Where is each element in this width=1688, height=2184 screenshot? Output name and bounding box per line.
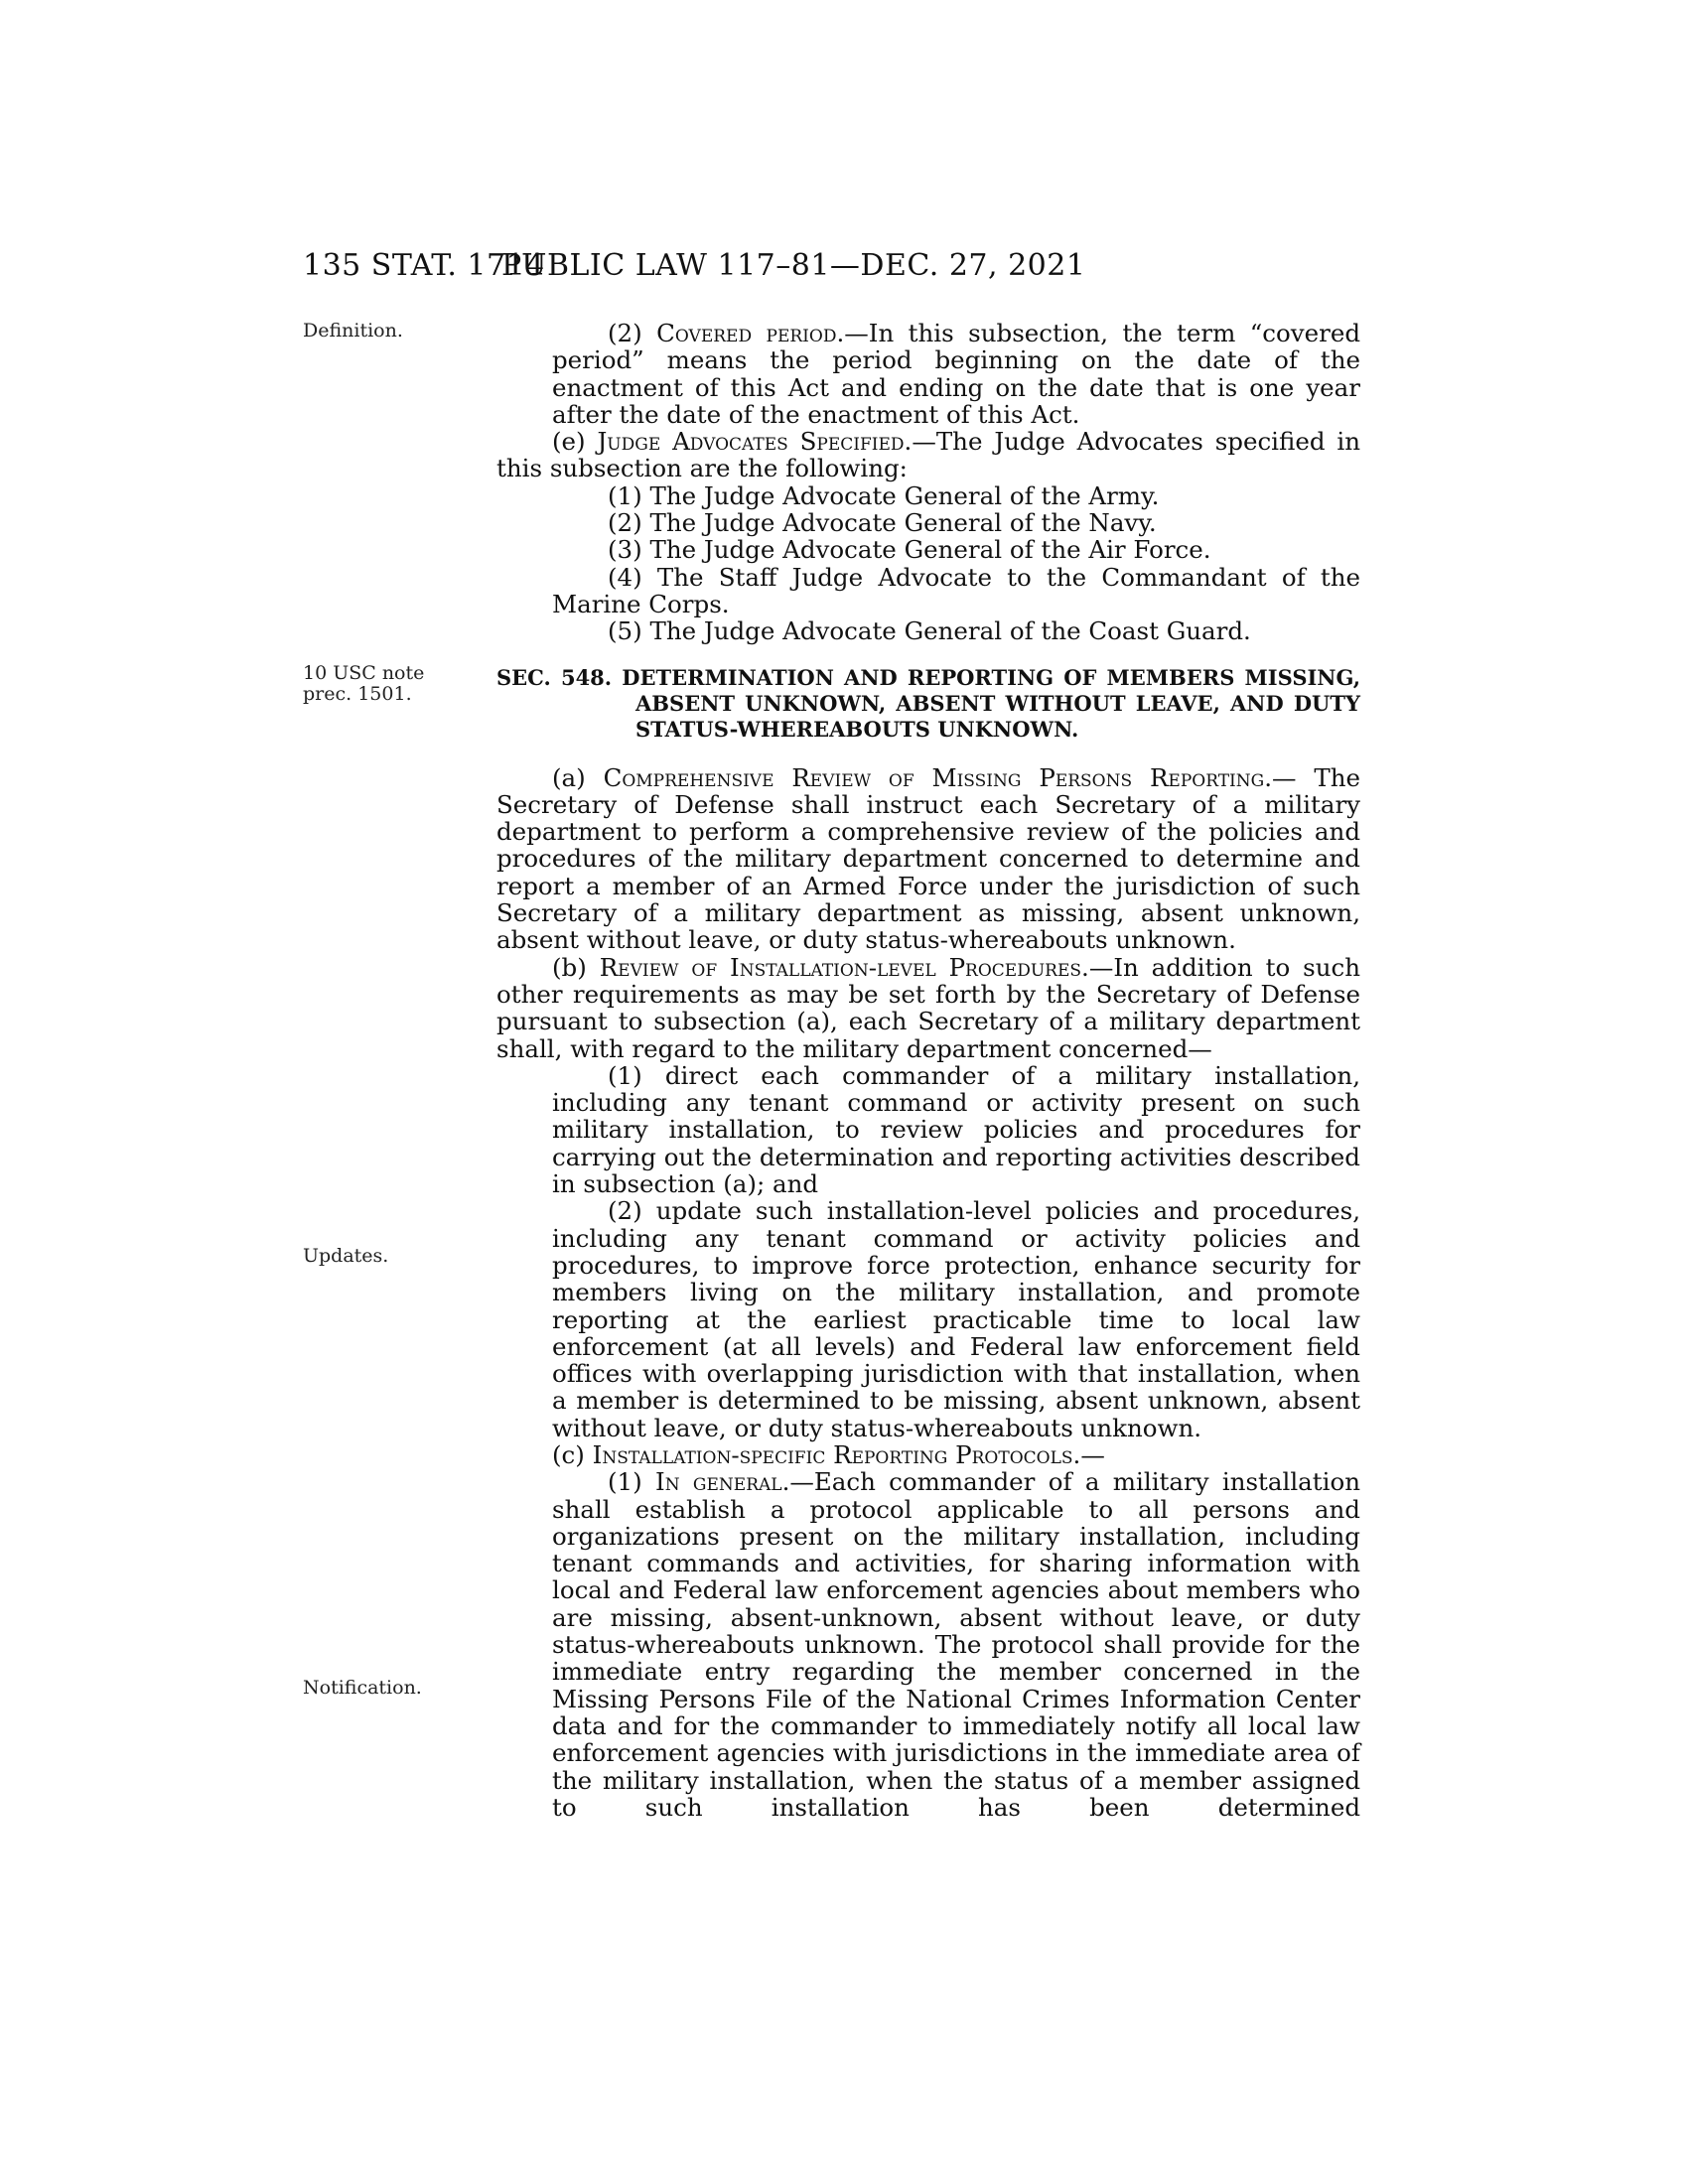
a-text: — The Secretary of Defense shall instruct each Secretary of a military department to perform a comprehensive review of the policies and procedures of the military department concerned to determine and report a member of an Armed Force under the jurisdiction of such Secretary of a military department as missing, absent unknown, absent without leave, or duty status-whereabouts unknown.	[496, 762, 1360, 955]
c-dash: —	[1080, 1439, 1105, 1469]
paragraph-c1	[552, 1468, 1360, 1821]
list-item-b2: (2) update such installation-level policies and procedures, including any tenant command or activity policies and procedures, to improve force protection, enhance security for members living on the military installation, and promote reporting at the earliest practicable time to local law enforcement (at all levels) and Federal law enforcement field offices with overlapping jurisdiction with that installation, when a member is determined to be missing, absent unknown, absent without leave, or duty status-whereabouts unknown.	[552, 1196, 1360, 1442]
e-number: (e)	[552, 427, 586, 457]
c1-heading: In general.	[655, 1467, 790, 1497]
public-law-header: PUBLIC LAW 117–81—DEC. 27, 2021	[501, 248, 1086, 283]
list-item-e3: (3) The Judge Advocate General of the Air Force.	[608, 535, 1211, 565]
section-heading: SEC. 548. DETERMINATION AND REPORTING OF MEMBERS MISSING, ABSENT UNKNOWN, ABSENT WITHOUT LEAVE, AND DUTY STATUS-WHEREABOUTS UNKNOWN.	[496, 664, 1360, 742]
list-item-e1: (1) The Judge Advocate General of the Army.	[608, 480, 1160, 510]
document-body	[496, 320, 1360, 1821]
c-number: (c)	[552, 1439, 585, 1469]
paragraph-b	[496, 954, 1360, 1062]
b-heading: Review of Installation-level Procedures.	[599, 952, 1089, 982]
c1-text: —Each commander of a military installation shall establish a protocol applicable to all persons and organizations present on the military installation, including tenant commands and activities, for sharing information with local and Federal law enforcement agencies about members who are missing, absent-unknown, absent without leave, or duty status-whereabouts unknown. The protocol shall provide for the immediate entry regarding the member concerned in the Missing Persons File of the National Crimes Information Center data and for the commander to immediately notify all local law enforcement agencies with jurisdictions in the immediate area of the military installation, when the status of a member assigned to such installation has been determined	[552, 1467, 1360, 1822]
list-item-b1: (1) direct each commander of a military installation, including any tenant command or activity present on such military installation, to review policies and procedures for carrying out the determination and reporting activities described in subsection (a); and	[552, 1060, 1360, 1199]
margin-note-definition: Definition.	[303, 320, 403, 341]
list-item-e5: (5) The Judge Advocate General of the Coast Guard.	[608, 616, 1251, 646]
page-header	[303, 248, 1365, 288]
paragraph-c	[496, 1441, 1360, 1468]
e-text: —The Judge Advocates specified in this subsection are the following:	[496, 427, 1360, 483]
d2-heading: Covered period.	[656, 319, 845, 347]
d2-text: —In this subsection, the term “covered period” means the period beginning on the date of the enactment of this Act and ending on the date that is one year after the date of the enactment of this Act.	[552, 319, 1361, 429]
list-item-e4: (4) The Staff Judge Advocate to the Commandant of the Marine Corps.	[552, 562, 1360, 618]
margin-note-usc: 10 USC note prec. 1501.	[303, 662, 425, 705]
paragraph-e	[496, 428, 1360, 482]
b-number: (b)	[552, 952, 587, 982]
a-number: (a)	[552, 762, 586, 792]
paragraph-a	[496, 764, 1360, 954]
margin-note-updates: Updates.	[303, 1245, 389, 1267]
a-heading: Comprehensive Review of Missing Persons Reporting.	[603, 762, 1273, 792]
margin-note-notification: Notification.	[303, 1677, 422, 1699]
c-heading: Installation-specific Reporting Protocols.	[592, 1439, 1081, 1469]
e-heading: Judge Advocates Specified.	[597, 427, 913, 457]
b-text: —In addition to such other requirements as may be set forth by the Secretary of Defense pursuant to subsection (a), each Secretary of a military department shall, with regard to the military department concerned—	[496, 952, 1360, 1063]
stat-page-number: 135 STAT. 1714	[303, 248, 545, 283]
list-item-e2: (2) The Judge Advocate General of the Navy.	[608, 508, 1157, 538]
c1-number: (1)	[608, 1467, 642, 1497]
paragraph-d2: (2) Covered period.—In this subsection, the term “covered period” means the period beginning on the date of the enactment of this Act and ending on the date that is one year after the date of the enactment of this Act.	[552, 319, 1361, 429]
